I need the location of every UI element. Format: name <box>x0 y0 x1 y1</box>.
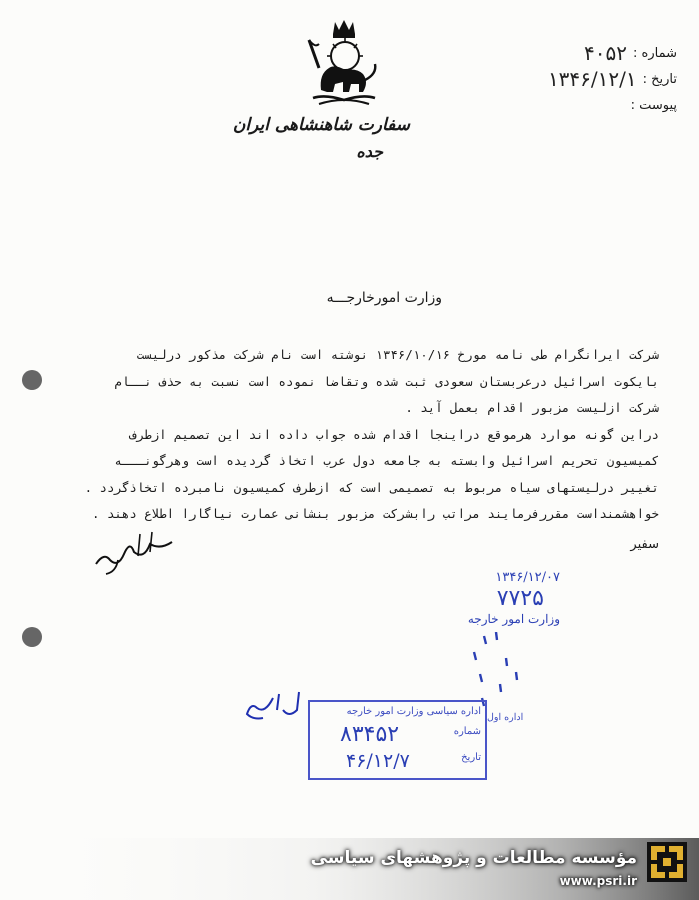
number-value: ۴۰۵۲ <box>584 41 628 65</box>
ambassador-label: سفیر <box>630 537 659 552</box>
embassy-city: جده <box>356 142 383 161</box>
body-line: شرکت ایرانگرام طی نامه مورخ ۱۳۴۶/۱۰/۱۶ نوشته است نام شرکت مذکور درلیست <box>136 347 659 362</box>
department-number-label: شماره <box>453 726 481 737</box>
date-label: تاریخ : <box>642 71 677 87</box>
department-name: اداره سیاسی وزارت امور خارجه <box>346 706 481 717</box>
body-line: شرکت ازلیست مزبور اقدام بعمل آید . <box>405 400 659 415</box>
letter-body <box>49 342 659 528</box>
body-line: تغییر درلیستهای سیاه مربوط به تصمیمی است که ازطرف کمیسیون نامبرده اتخاذگردد . <box>84 479 659 495</box>
date-row <box>548 66 677 92</box>
attachment-row <box>548 92 677 118</box>
date-value: ۱۳۴۶/۱۲/۱ <box>547 67 637 91</box>
department-date: ۴۶/۱۲/۷ <box>346 750 410 772</box>
addressee: وزارت امورخارجـــه <box>326 290 442 306</box>
footer-url[interactable]: www.psri.ir <box>559 874 637 888</box>
number-row <box>548 40 677 66</box>
received-number: ۷۷۲۵ <box>496 586 544 611</box>
psri-logo-icon <box>647 842 687 882</box>
department-date-label: تاریخ <box>461 752 481 763</box>
lion-and-sun-emblem <box>305 18 383 108</box>
received-date: ۱۳۴۶/۱۲/۰۷ <box>495 570 560 585</box>
number-label: شماره : <box>633 45 677 61</box>
body-line: خواهشمنداست مقررفرمایند مراتب رابشرکت مزبور بنشانی عمارت نیاگارا اطلاع دهند . <box>92 506 659 521</box>
punch-hole-top <box>22 370 42 390</box>
received-org: وزارت امور خارجه <box>467 612 560 626</box>
embassy-title: سفارت شاهنشاهی ایران <box>232 115 410 135</box>
attachment-label: پیوست : <box>630 97 677 113</box>
letter-meta <box>548 40 677 118</box>
footer-title: مؤسسه مطالعات و پژوهشهای سیاسی <box>310 848 637 868</box>
punch-hole-bottom <box>22 627 42 647</box>
handwritten-note <box>243 688 301 724</box>
department-side-label: اداره اول <box>487 712 524 723</box>
body-line: بایکوت اسرائیل درعربستان سعودی ثبت شده وتقاضا نموده است نسبت به حذف نــام <box>114 373 659 389</box>
body-line: کمیسیون تحریم اسرائیل وابسته به جامعه دول عرب اتخاذ گردیده است وهرگونـــه <box>114 453 659 468</box>
department-number: ۸۳۴۵۲ <box>340 722 400 747</box>
ambassador-signature <box>90 530 180 575</box>
department-stamp <box>308 700 487 780</box>
body-line: دراین گونه موارد هرموقع دراینجا اقدام شده جواب داده اند این تصمیم ازطرف <box>129 426 659 442</box>
